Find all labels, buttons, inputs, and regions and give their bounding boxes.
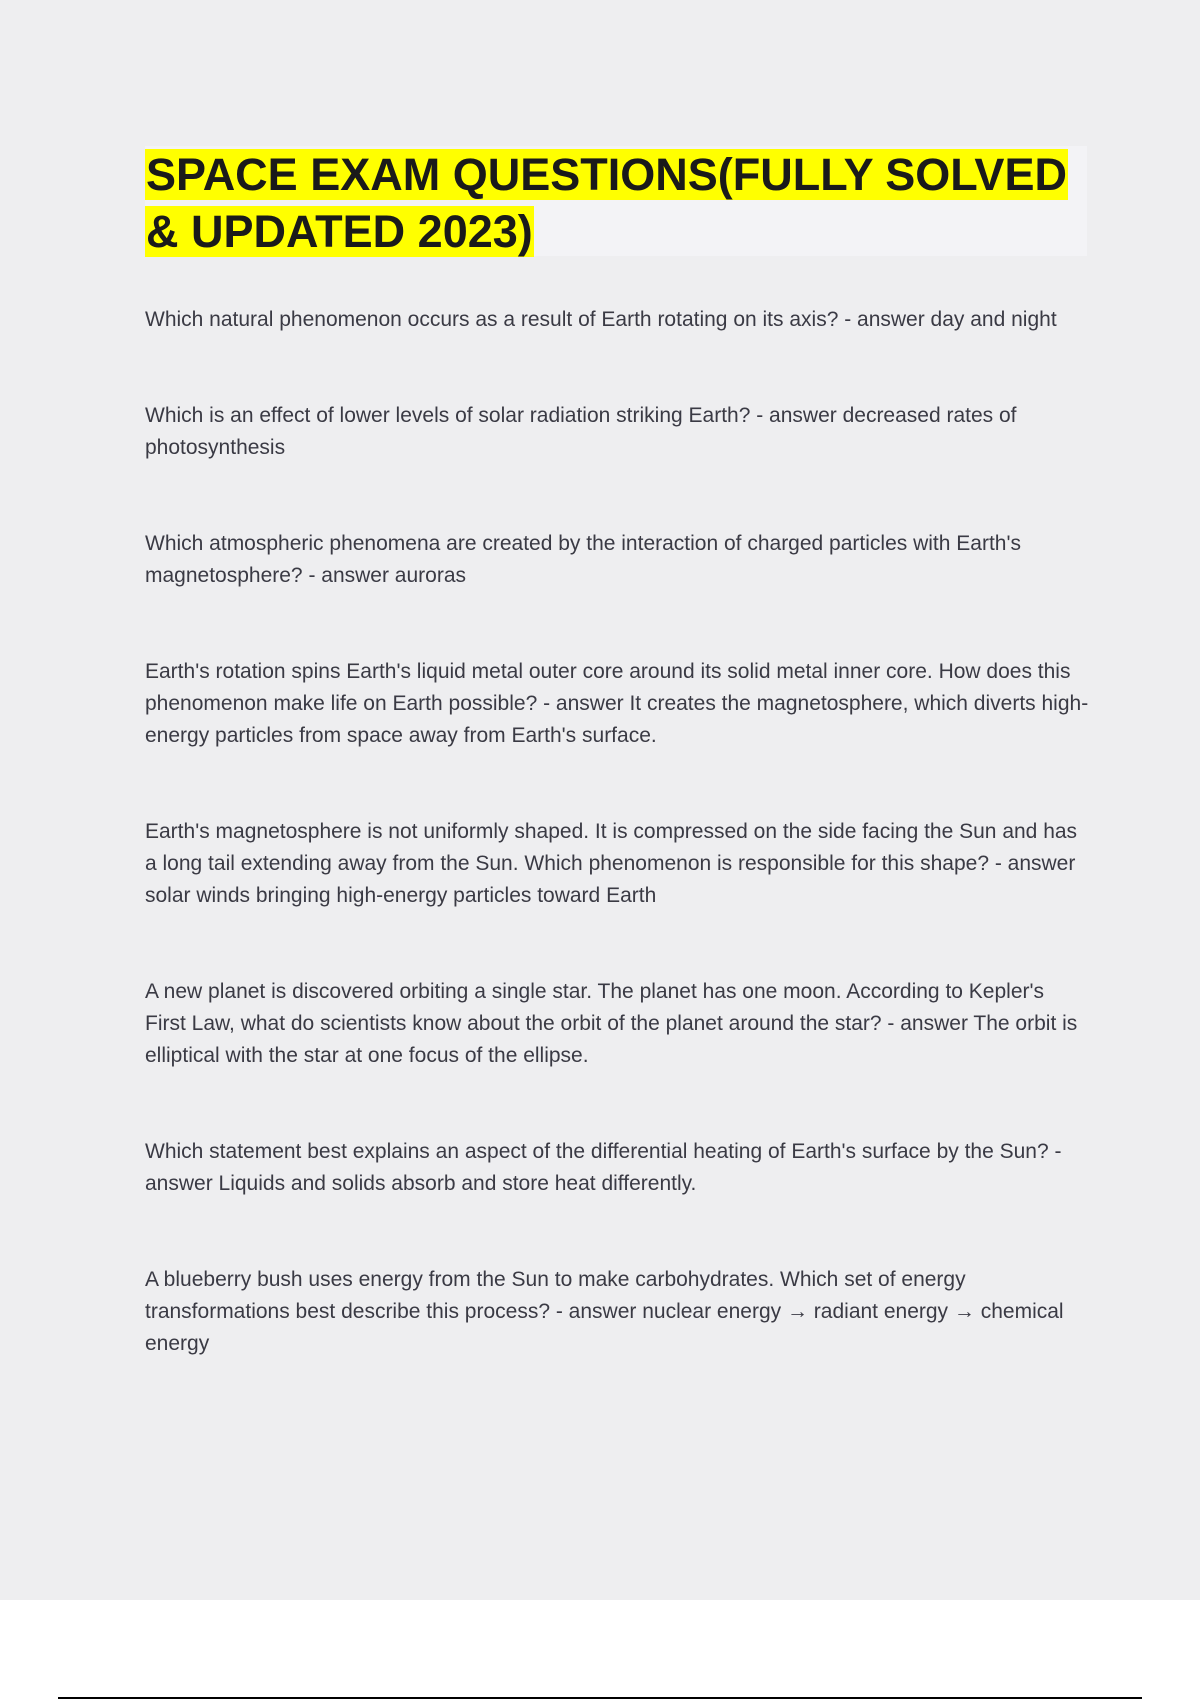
question-answer: A blueberry bush uses energy from the Sun to make carbohydrates. Which set of energy transformations best describe this process? - answer nuclear energy → radiant energy → chemical energy [145, 1268, 1064, 1355]
question-answer: Which natural phenomenon occurs as a result of Earth rotating on its axis? - answer day and night [145, 308, 1057, 331]
question-answer: Which statement best explains an aspect of the differential heating of Earth's surface by the Sun? - answer Liquids and solids absorb and store heat differently. [145, 1140, 1062, 1195]
question-answer: Which atmospheric phenomena are created by the interaction of charged particles with Earth's magnetosphere? - answer auroras [145, 532, 1021, 587]
question-answer: A new planet is discovered orbiting a single star. The planet has one moon. According to Kepler's First Law, what do scientists know about the orbit of the planet around the star? - answer The orbit is elliptical with the star at one focus of the ellipse. [145, 980, 1078, 1067]
question-answer: Earth's rotation spins Earth's liquid metal outer core around its solid metal inner core. How does this phenomenon make life on Earth possible? - answer It creates the magnetosphere, which diverts high-energy particles from space away from Earth's surface. [145, 660, 1089, 747]
footer-divider [58, 1697, 1142, 1699]
question-answer: Earth's magnetosphere is not uniformly shaped. It is compressed on the side facing the Sun and has a long tail extending away from the Sun. Which phenomenon is responsible for this shape? - answer solar winds bringing high-energy particles toward Earth [145, 820, 1078, 907]
document-title-text: SPACE EXAM QUESTIONS(FULLY SOLVED & UPDATED 2023) [146, 149, 1067, 257]
question-answer: Which is an effect of lower levels of solar radiation striking Earth? - answer decreased rates of photosynthesis [145, 404, 1017, 459]
question-list [145, 304, 1090, 1360]
title-block [145, 146, 1087, 256]
document-title [145, 146, 1087, 260]
